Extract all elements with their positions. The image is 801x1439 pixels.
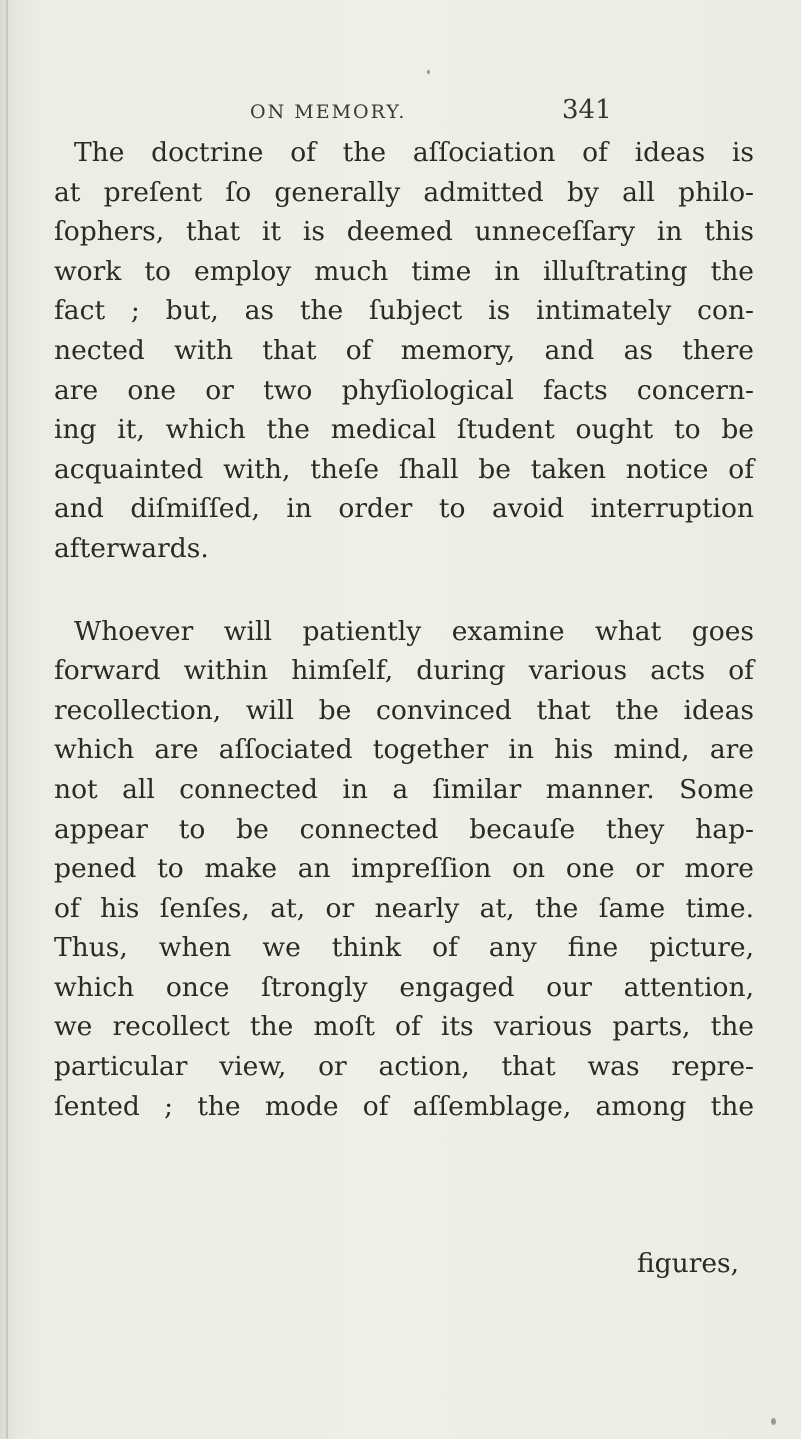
page-gutter-edge [6,0,8,1439]
text-line: which once ſtrongly engaged our attention, [54,971,754,1003]
text-line: ing it, which the medical ſtudent ought to be [54,414,754,446]
running-head-title: ON MEMORY. [250,101,407,123]
text-line: not all connected in a ſimilar manner. Some [54,773,754,805]
paragraph-1 [54,133,754,569]
paragraph-2 [54,612,754,1127]
page-number: 341 [562,95,612,125]
text-line: Whoever will patiently examine what goes [74,615,754,647]
text-line: recollection, will be convinced that the ideas [54,694,754,726]
running-head [0,95,801,135]
text-line: acquainted with, theſe ſhall be taken notice of [54,453,754,485]
text-line: work to employ much time in illuſtrating the [54,255,754,287]
paragraph-gap [54,569,754,612]
text-line: are one or two phyſiological facts concern- [54,374,754,406]
text-line: and diſmiſſed, in order to avoid interruption [54,493,754,525]
text-line: Thus, when we think of any fine picture, [54,932,754,964]
text-line: at preſent ſo generally admitted by all philo- [54,176,754,208]
text-line: which are aſſociated together in his mind, are [54,734,754,766]
paper-speck [427,70,430,74]
body-text [54,133,754,1126]
text-line: of his ſenſes, at, or nearly at, the ſame time. [54,892,754,924]
paper-speck [771,1418,776,1425]
text-line: ſophers, that it is deemed unneceſſary in this [54,216,754,248]
text-line: appear to be connected becauſe they hap- [54,813,754,845]
text-line: particular view, or action, that was repre- [54,1051,754,1083]
text-line: forward within himſelf, during various acts of [54,655,754,687]
text-line: The doctrine of the aſſociation of ideas is [74,137,754,168]
text-line: we recollect the moſt of its various parts, the [54,1011,754,1043]
text-line: nected with that of memory, and as there [54,334,754,366]
text-line: afterwards. [54,532,209,564]
catchword: figures, [637,1248,740,1279]
text-line: ſented ; the mode of aſſemblage, among the [54,1090,754,1122]
text-line: pened to make an impreſſion on one or more [54,853,754,885]
text-line: fact ; but, as the ſubject is intimately con- [54,295,754,327]
